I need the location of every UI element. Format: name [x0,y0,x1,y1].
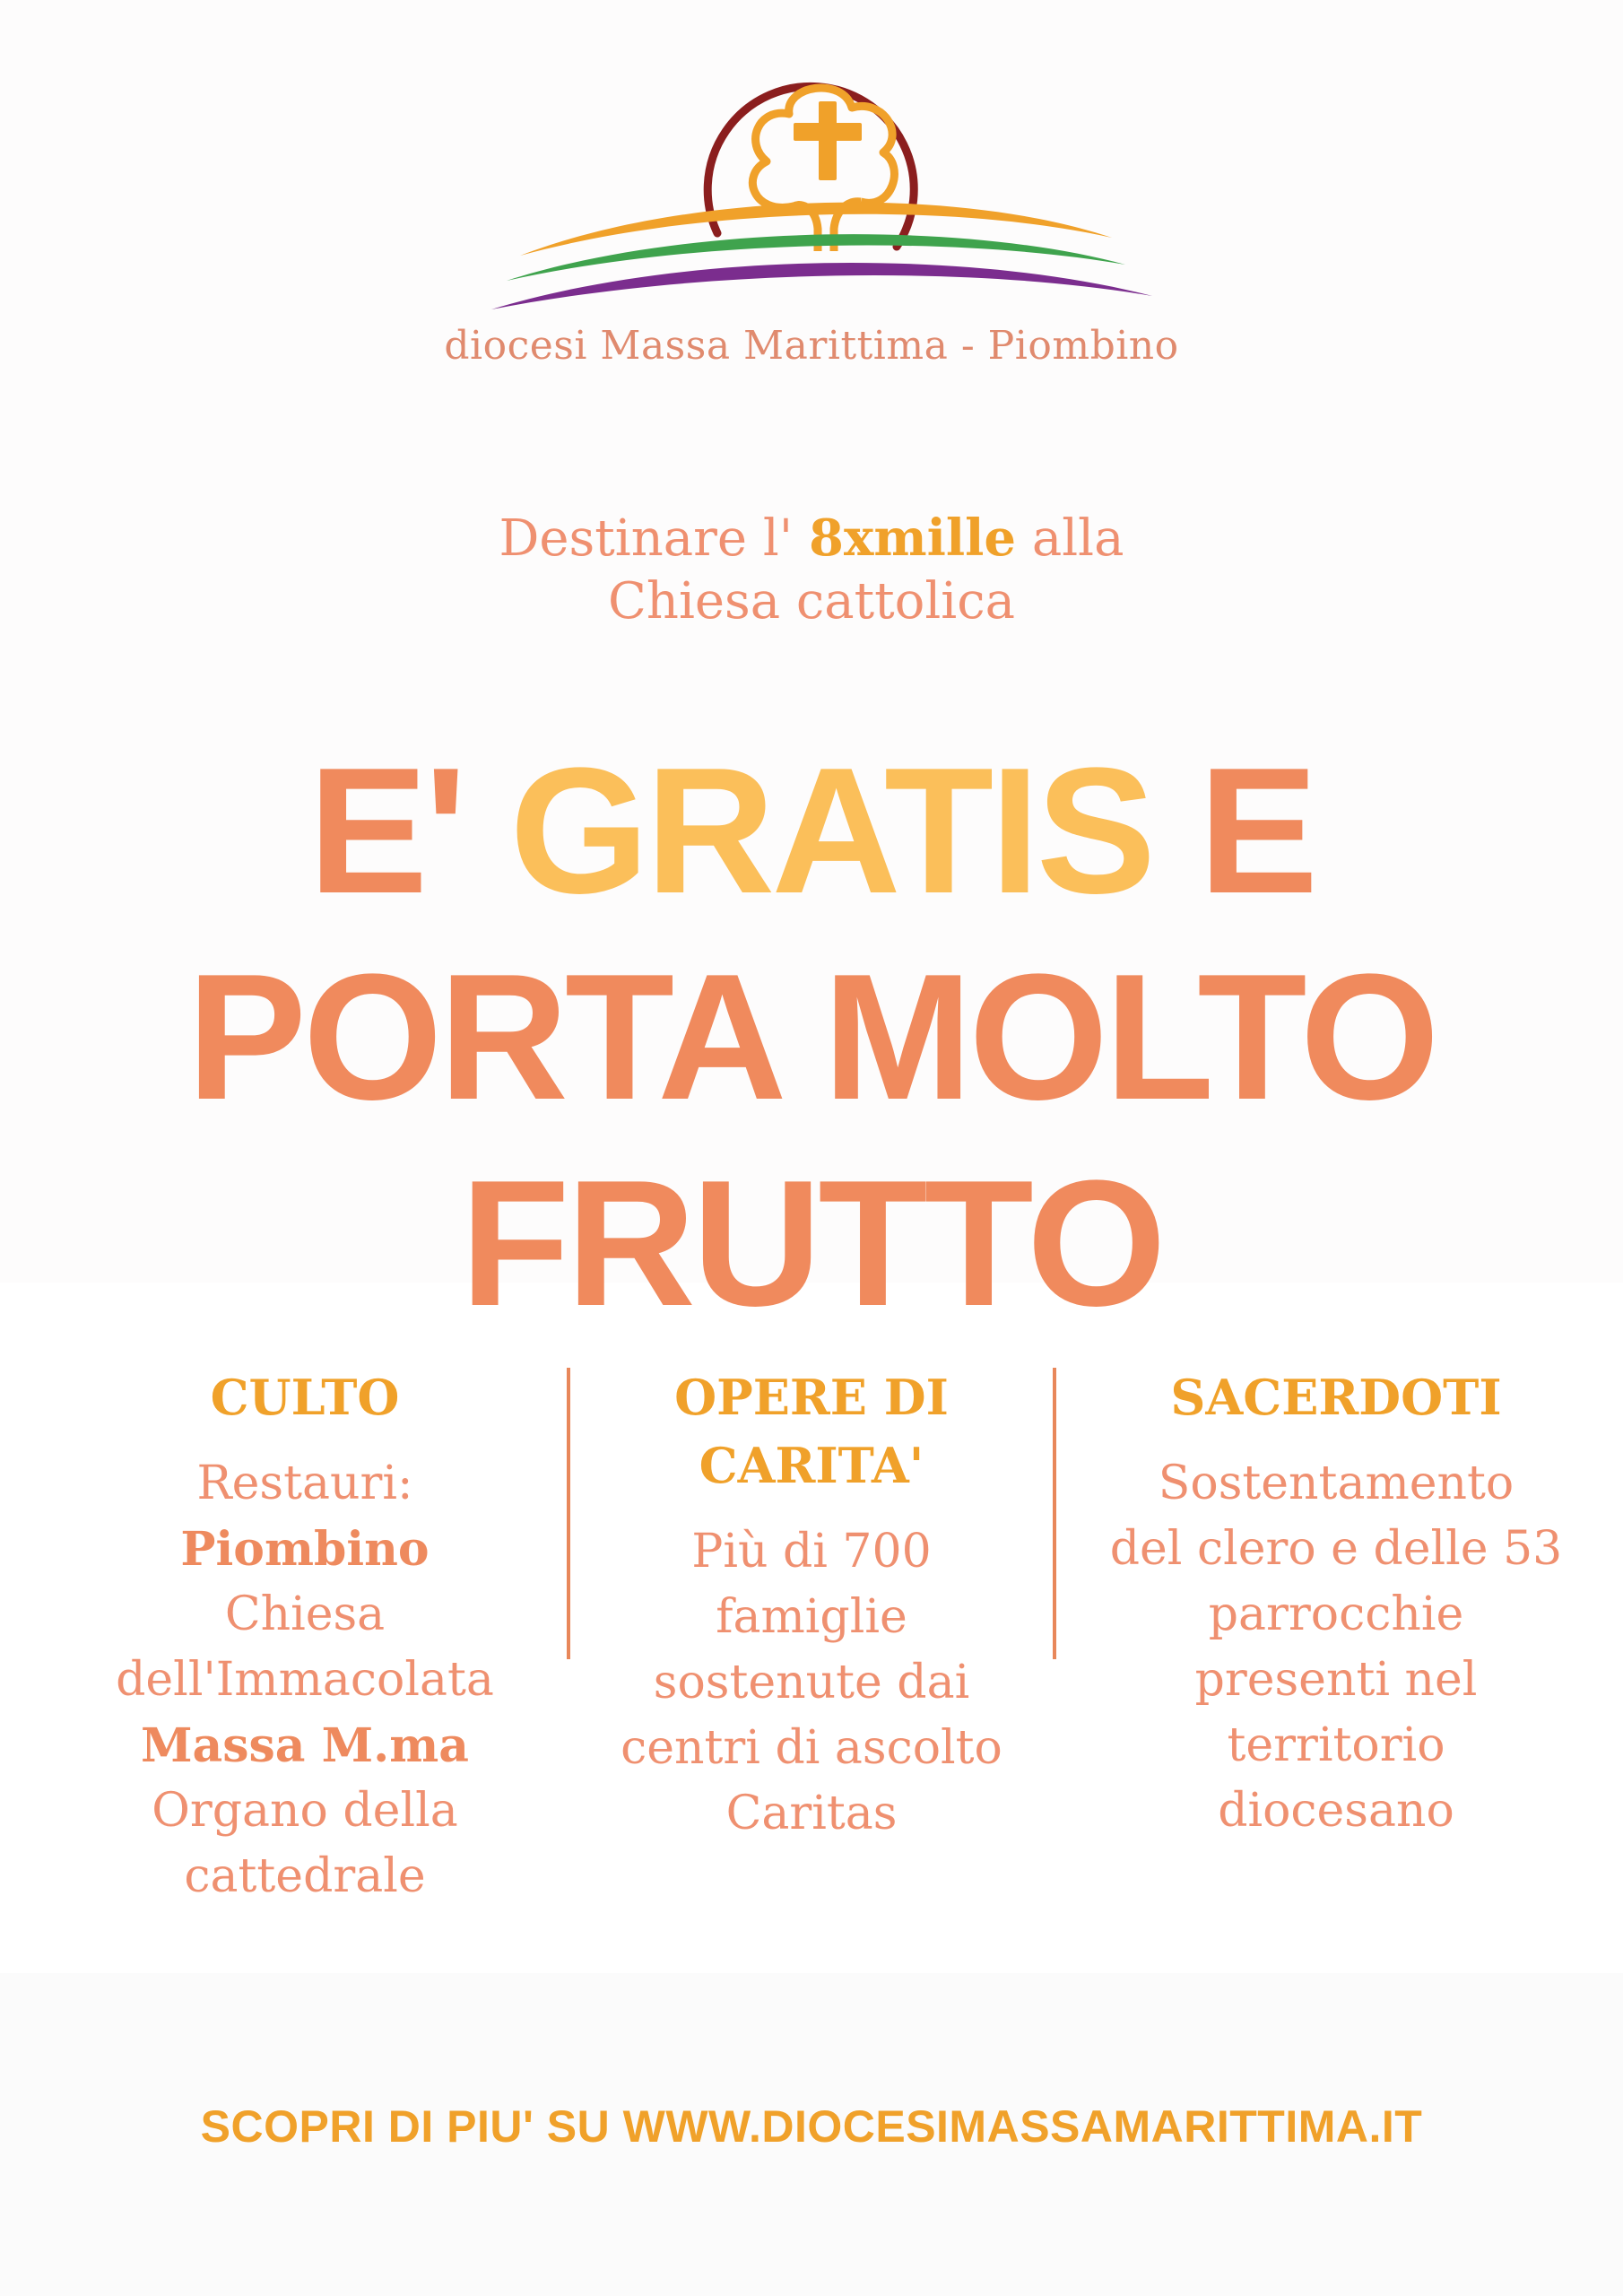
diocese-logo [484,49,1157,318]
column-line: famiglie [716,1590,907,1644]
column-line: cattedrale [184,1849,426,1903]
column-divider [1053,1368,1056,1659]
column-body [1085,1451,1587,1844]
cross-icon [794,101,862,180]
headline-line-2: PORTA MOLTO [187,937,1436,1137]
headline-line-3: FRUTTO [460,1144,1163,1344]
column-sacerdoti [1085,1363,1587,1844]
column-line: diocesano [1218,1784,1454,1838]
website-link[interactable]: SCOPRI DI PIU' SU WWW.DIOCESIMASSAMARITTIMA.IT [200,2101,1423,2152]
gratis-highlight: GRATIS [509,731,1153,931]
column-line: Caritas [725,1787,898,1840]
column-divider [567,1368,570,1659]
column-body [583,1519,1040,1847]
headline [0,728,1623,1347]
column-title: SACERDOTI [1170,1369,1502,1426]
column-line: centri di ascolto [621,1721,1002,1775]
intro-line-1: Destinare l' 8xmille alla [499,509,1124,568]
intro-text [0,507,1623,633]
headline-line-1: E' GRATIS E [308,731,1315,931]
column-line: Restauri: [196,1457,413,1510]
column-line: dell'Immacolata [116,1653,494,1707]
column-opere-di-carita [583,1363,1040,1847]
column-line: sostenute dai [653,1656,970,1709]
column-line: parrocchie [1208,1587,1464,1641]
column-line: Sostentamento [1158,1457,1515,1510]
logo-purple-swoosh [491,263,1152,309]
column-line: Chiesa [224,1587,386,1641]
column-line-place: Massa M.ma [141,1718,469,1773]
column-title: OPERE DI CARITA' [674,1369,949,1494]
column-line: territorio [1227,1718,1445,1772]
column-line: presenti nel [1194,1653,1478,1707]
column-line: Organo della [152,1784,458,1838]
column-title: CULTO [210,1369,400,1426]
column-line: Più di 700 [691,1525,932,1578]
logo-caption: diocesi Massa Marittima - Piombino [444,323,1179,369]
column-line-place: Piombino [180,1522,430,1577]
intro-line-2: Chiesa cattolica [608,572,1015,631]
column-body [81,1451,529,1909]
column-culto [81,1363,529,1909]
8xmille-highlight: 8xmille [809,509,1017,568]
column-line: del clero e delle 53 [1109,1522,1563,1576]
